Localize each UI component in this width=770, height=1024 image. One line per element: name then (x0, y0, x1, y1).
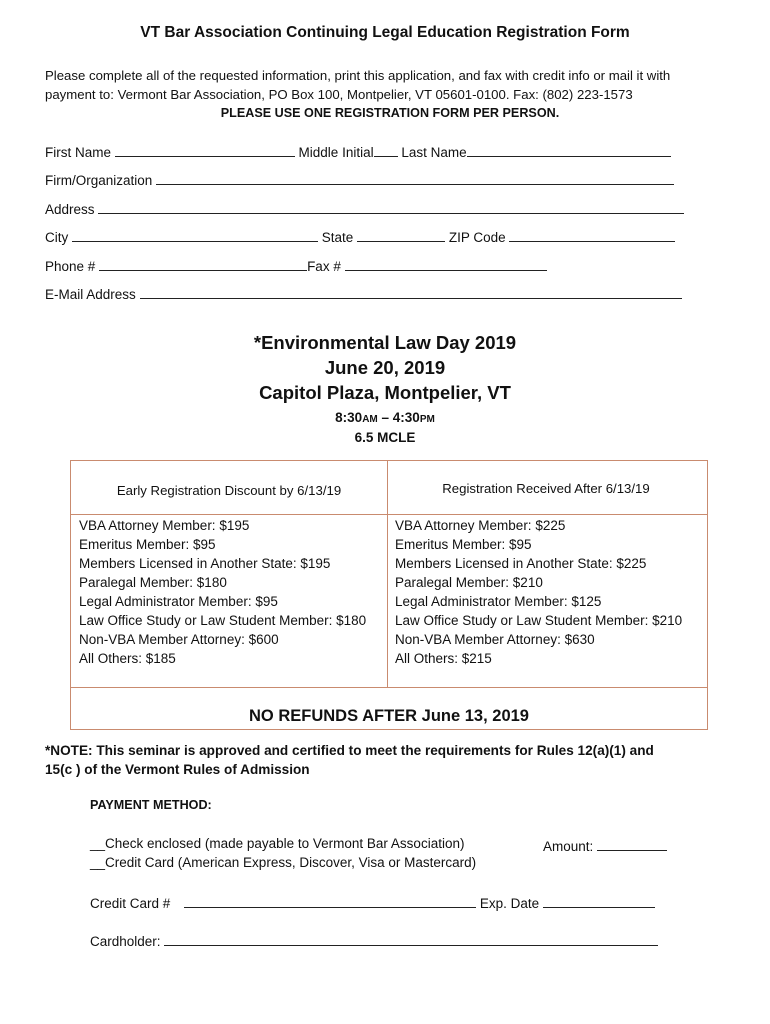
firm-field[interactable] (156, 170, 674, 185)
event-time-start: 8:30 (335, 410, 363, 425)
amount-label: Amount: (543, 839, 594, 854)
late-price-item: Law Office Study or Law Student Member: $210 (395, 613, 683, 628)
phone-row (45, 256, 547, 274)
late-price-item: Paralegal Member: $210 (395, 575, 543, 590)
last-name-field[interactable] (467, 142, 671, 157)
late-price-item: Emeritus Member: $95 (395, 537, 532, 552)
early-price-item: Law Office Study or Law Student Member: $180 (79, 613, 367, 628)
cardholder-label: Cardholder: (90, 934, 161, 949)
exp-date-field[interactable] (543, 893, 655, 908)
amount-field[interactable] (597, 836, 667, 851)
event-name: *Environmental Law Day 2019 (253, 332, 517, 353)
middle-initial-field[interactable] (374, 142, 398, 157)
pricing-table (70, 460, 708, 730)
one-form-per-person: PLEASE USE ONE REGISTRATION FORM PER PERSON. (220, 106, 560, 120)
check-option[interactable]: __Check enclosed (made payable to Vermont Bar Association) (90, 836, 465, 851)
late-price-item: VBA Attorney Member: $225 (395, 518, 566, 533)
form-title: VT Bar Association Continuing Legal Education Registration Form (140, 24, 630, 41)
state-label: State (321, 230, 354, 245)
late-price-list (395, 516, 682, 668)
phone-field[interactable] (99, 256, 307, 271)
header-divider (71, 514, 707, 515)
email-field[interactable] (140, 284, 682, 299)
no-refunds-notice: NO REFUNDS AFTER June 13, 2019 (249, 707, 529, 725)
fax-label: Fax # (307, 259, 341, 274)
event-location: Capitol Plaza, Montpelier, VT (259, 382, 511, 403)
intro-line-1: Please complete all of the requested information, print this application, and fax with credit info or mail it with (45, 68, 671, 83)
amount-row (543, 836, 667, 854)
early-price-item: Emeritus Member: $95 (79, 537, 216, 552)
early-registration-header: Early Registration Discount by 6/13/19 (116, 483, 342, 498)
event-time-end: 4:30 (392, 410, 420, 425)
phone-label: Phone # (45, 259, 96, 274)
admission-note (45, 741, 735, 779)
event-time (0, 410, 770, 425)
late-price-item: Legal Administrator Member: $125 (395, 594, 602, 609)
early-price-list (79, 516, 366, 668)
address-field[interactable] (98, 199, 684, 214)
early-price-item: Paralegal Member: $180 (79, 575, 227, 590)
address-row (45, 199, 684, 217)
state-field[interactable] (357, 227, 445, 242)
credit-card-option[interactable]: __Credit Card (American Express, Discover, Visa or Mastercard) (90, 855, 477, 870)
city-row (45, 227, 675, 245)
note-line-2: 15(c ) of the Vermont Rules of Admission (45, 762, 310, 777)
event-date: June 20, 2019 (324, 357, 446, 378)
email-label: E-Mail Address (45, 287, 136, 302)
email-row (45, 284, 682, 302)
early-price-item: All Others: $185 (79, 651, 176, 666)
late-price-item: All Others: $215 (395, 651, 492, 666)
city-label: City (45, 230, 69, 245)
event-time-start-suffix: AM (362, 414, 378, 425)
note-line-1: *NOTE: This seminar is approved and certified to meet the requirements for Rules 12(a)(1) and (45, 743, 654, 758)
late-registration-header: Registration Received After 6/13/19 (442, 481, 650, 496)
cardholder-row (90, 931, 658, 949)
first-name-label: First Name (45, 145, 112, 160)
intro-text (45, 66, 735, 123)
zip-label: ZIP Code (448, 230, 506, 245)
early-price-item: Members Licensed in Another State: $195 (79, 556, 331, 571)
event-time-separator: – (377, 410, 393, 425)
firm-row (45, 170, 674, 188)
city-field[interactable] (72, 227, 318, 242)
last-name-label: Last Name (401, 145, 467, 160)
early-price-item: Non-VBA Member Attorney: $600 (79, 632, 279, 647)
card-number-label: Credit Card # (90, 896, 171, 911)
firm-label: Firm/Organization (45, 173, 153, 188)
early-price-item: Legal Administrator Member: $95 (79, 594, 278, 609)
event-credits: 6.5 MCLE (354, 430, 416, 445)
address-label: Address (45, 202, 95, 217)
middle-initial-label: Middle Initial (298, 145, 374, 160)
first-name-field[interactable] (115, 142, 295, 157)
exp-date-label: Exp. Date (479, 896, 540, 911)
name-row (45, 142, 671, 160)
payment-method-title: PAYMENT METHOD: (90, 798, 212, 812)
footer-divider (71, 687, 707, 688)
intro-line-2: payment to: Vermont Bar Association, PO Box 100, Montpelier, VT 05601-0100. Fax: (802) 223-1573 (45, 87, 633, 102)
card-number-row (90, 893, 655, 911)
early-price-item: VBA Attorney Member: $195 (79, 518, 250, 533)
fax-field[interactable] (345, 256, 547, 271)
late-price-item: Members Licensed in Another State: $225 (395, 556, 647, 571)
card-number-field[interactable] (184, 893, 476, 908)
zip-field[interactable] (509, 227, 675, 242)
event-time-end-suffix: PM (419, 414, 435, 425)
late-price-item: Non-VBA Member Attorney: $630 (395, 632, 595, 647)
cardholder-field[interactable] (164, 931, 658, 946)
